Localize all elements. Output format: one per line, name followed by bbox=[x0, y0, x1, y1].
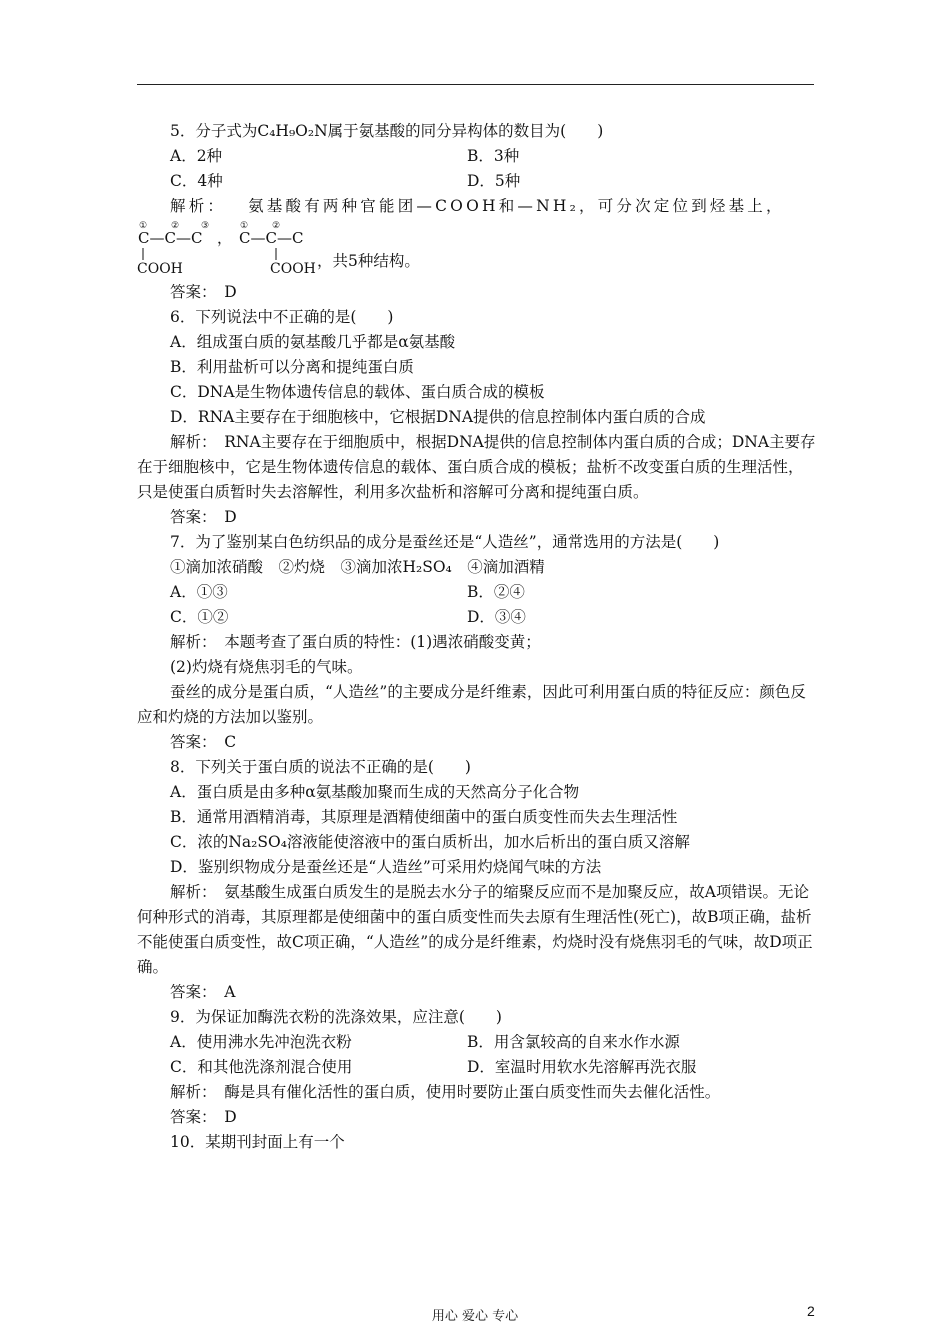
q5-analysis-text: 氨基酸有两种官能团—COOH和—NH₂，可分次定位到烃基上， bbox=[248, 197, 785, 215]
q9-answer: 答案： D bbox=[170, 1108, 237, 1126]
structural-formula-diagram bbox=[137, 219, 337, 276]
header-rule bbox=[137, 84, 814, 85]
q8-option-a: A．蛋白质是由多种α氨基酸加聚而生成的天然高分子化合物 bbox=[170, 783, 580, 801]
formula1-num1: ① bbox=[139, 221, 148, 231]
q5-analysis-label: 解析： bbox=[170, 197, 227, 215]
q9-options-row1 bbox=[137, 1030, 817, 1055]
formula2-substituent: COOH bbox=[270, 261, 316, 276]
page-number: 2 bbox=[807, 1303, 815, 1319]
q8-answer: 答案： A bbox=[170, 983, 236, 1001]
q5-structural-formulas bbox=[137, 219, 817, 276]
q9-stem: 9．为保证加酶洗衣粉的洗涤效果，应注意( ) bbox=[170, 1008, 502, 1026]
q6-option-a: A．组成蛋白质的氨基酸几乎都是α氨基酸 bbox=[170, 333, 456, 351]
q7-analysis-line3: 蚕丝的成分是蛋白质，“人造丝”的主要成分是纤维素，因此可利用蛋白质的特征反应：颜色反应和灼烧的方法加以鉴别。 bbox=[137, 683, 806, 726]
q7-option-a: A．①③ bbox=[170, 583, 228, 601]
q5-formula-tail: ，共5种结构。 bbox=[317, 252, 420, 270]
q8-stem: 8．下列关于蛋白质的说法不正确的是( ) bbox=[170, 758, 471, 776]
q6-stem: 6．下列说法中不正确的是( ) bbox=[170, 308, 394, 326]
formula2-num2: ② bbox=[272, 221, 281, 231]
q7-option-c: C．①② bbox=[170, 608, 229, 626]
q7-option-b: B．②④ bbox=[467, 583, 525, 601]
formula1-num2: ② bbox=[171, 221, 180, 231]
q5-option-a: A．2种 bbox=[170, 147, 223, 165]
q7-option-d: D．③④ bbox=[467, 608, 526, 626]
q7-options-row1 bbox=[137, 580, 817, 605]
q6-option-d: D．RNA主要存在于细胞核中，它根据DNA提供的信息控制体内蛋白质的合成 bbox=[170, 408, 706, 426]
q9-options-row2 bbox=[137, 1055, 817, 1080]
formula1-chain: C—C—C bbox=[138, 229, 203, 247]
formula-separator: ， bbox=[217, 229, 233, 247]
q7-analysis-line1: 解析： 本题考查了蛋白质的特性：(1)遇浓硝酸变黄； bbox=[170, 633, 541, 651]
q9-option-d: D．室温时用软水先溶解再洗衣服 bbox=[467, 1058, 697, 1076]
q9-analysis: 解析： 酶是具有催化活性的蛋白质，使用时要防止蛋白质变性而失去催化活性。 bbox=[170, 1083, 721, 1101]
formula2-num1: ① bbox=[240, 221, 249, 231]
q7-answer: 答案： C bbox=[170, 733, 237, 751]
q6-answer: 答案： D bbox=[170, 508, 237, 526]
formula2-chain: C—C—C bbox=[239, 229, 304, 247]
q5-option-c: C．4种 bbox=[170, 172, 223, 190]
q5-stem: 5．分子式为C₄H₉O₂N属于氨基酸的同分异构体的数目为( ) bbox=[170, 122, 604, 140]
q8-analysis: 解析： 氨基酸生成蛋白质发生的是脱去水分子的缩聚反应而不是加聚反应，故A项错误。无论何种形式的消毒，其原理都是使细菌中的蛋白质变性而失去原有生理活性(死亡)，故B项正确，盐析不能使蛋白质变性，故C项正确，“人造丝”的成分是纤维素，灼烧时没有烧焦羽毛的气味，故D项正确。 bbox=[137, 883, 813, 976]
q10-stem: 10．某期刊封面上有一个 bbox=[170, 1133, 345, 1151]
q6-option-b: B．利用盐析可以分离和提纯蛋白质 bbox=[170, 358, 414, 376]
q7-options-row2 bbox=[137, 605, 817, 630]
q8-option-c: C．浓的Na₂SO₄溶液能使溶液中的蛋白质析出，加水后析出的蛋白质又溶解 bbox=[170, 833, 690, 851]
q5-answer: 答案： D bbox=[170, 283, 237, 301]
q9-option-b: B．用含氯较高的自来水作水源 bbox=[467, 1033, 680, 1051]
q5-option-b: B．3种 bbox=[467, 147, 520, 165]
formula1-substituent: COOH bbox=[137, 261, 183, 276]
q8-option-b: B．通常用酒精消毒，其原理是酒精使细菌中的蛋白质变性而失去生理活性 bbox=[170, 808, 678, 826]
q7-stem: 7．为了鉴别某白色纺织品的成分是蚕丝还是“人造丝”，通常选用的方法是( ) bbox=[170, 533, 720, 551]
q5-options-row1 bbox=[137, 144, 817, 169]
q6-analysis: 解析： RNA主要存在于细胞质中，根据DNA提供的信息控制体内蛋白质的合成；DNA主要存在于细胞核中，它是生物体遗传信息的载体、蛋白质合成的模板；盐析不改变蛋白质的生理活性，只是使蛋白质暂时失去溶解性，利用多次盐析和溶解可分离和提纯蛋白质。 bbox=[137, 433, 816, 501]
q6-option-c: C．DNA是生物体遗传信息的载体、蛋白质合成的模板 bbox=[170, 383, 545, 401]
q8-option-d: D．鉴别织物成分是蚕丝还是“人造丝”可采用灼烧闻气味的方法 bbox=[170, 858, 602, 876]
q7-analysis-line2: (2)灼烧有烧焦羽毛的气味。 bbox=[170, 658, 363, 676]
q9-option-a: A．使用沸水先冲泡洗衣粉 bbox=[170, 1033, 352, 1051]
formula1-num3: ③ bbox=[201, 221, 210, 231]
q5-options-row2 bbox=[137, 169, 817, 194]
q9-option-c: C．和其他洗涤剂混合使用 bbox=[170, 1058, 353, 1076]
page-footer: 用心 爱心 专心 bbox=[431, 1309, 519, 1324]
q5-analysis bbox=[137, 194, 817, 219]
document-body bbox=[137, 119, 817, 1155]
q5-option-d: D．5种 bbox=[467, 172, 521, 190]
q7-methods: ①滴加浓硝酸 ②灼烧 ③滴加浓H₂SO₄ ④滴加酒精 bbox=[170, 558, 545, 576]
